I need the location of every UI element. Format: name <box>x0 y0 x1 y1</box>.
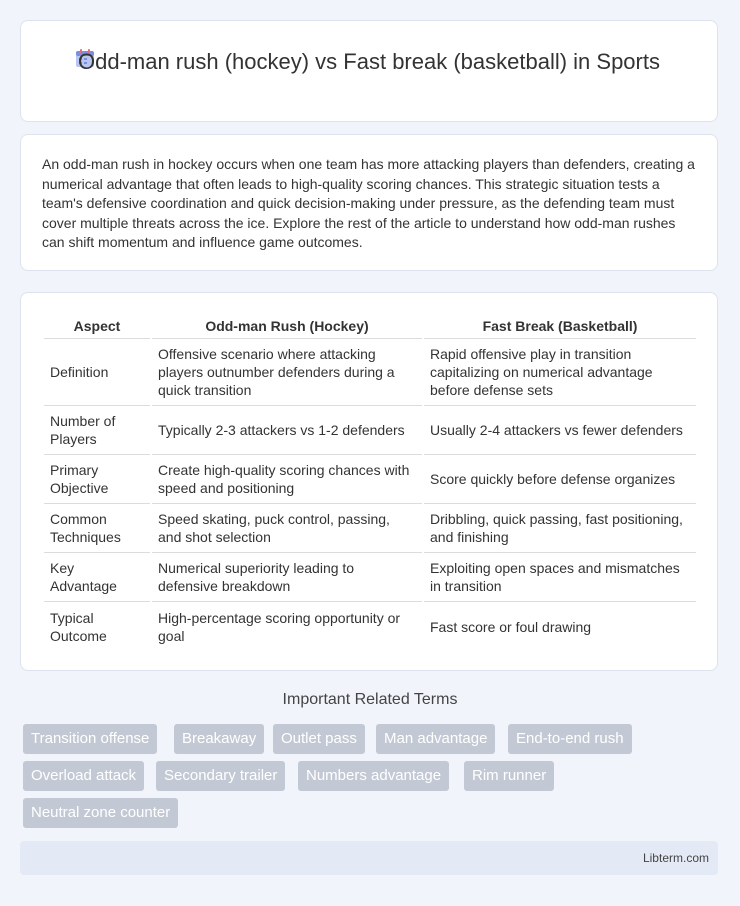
tag-rim-runner[interactable]: Rim runner <box>464 761 554 791</box>
cell-hockey: Speed skating, puck control, passing, and shot selection <box>152 504 422 553</box>
tag-end-to-end-rush[interactable]: End-to-end rush <box>508 724 632 754</box>
table-row <box>44 504 696 553</box>
cell-hockey: Create high-quality scoring chances with speed and positioning <box>152 455 422 504</box>
title-card <box>20 20 718 122</box>
table-row <box>44 602 696 651</box>
cell-aspect: Common Techniques <box>44 504 150 553</box>
header-hockey: Odd-man Rush (Hockey) <box>152 315 422 339</box>
cell-aspect: Typical Outcome <box>50 609 107 644</box>
tag-man-advantage[interactable]: Man advantage <box>376 724 495 754</box>
cell-aspect: Key Advantage <box>44 553 150 602</box>
footer-site-link[interactable]: Libterm.com <box>642 851 709 865</box>
cell-basketball: Dribbling, quick passing, fast positioning, and finishing <box>424 504 696 553</box>
cell-aspect: Definition <box>44 339 150 406</box>
cell-hockey: Offensive scenario where attacking players outnumber defenders during a quick transition <box>152 339 422 406</box>
tag-outlet-pass[interactable]: Outlet pass <box>273 724 365 754</box>
tag-overload-attack[interactable]: Overload attack <box>23 761 144 791</box>
cell-aspect: Number of Players <box>44 406 150 455</box>
cell-basketball: Exploiting open spaces and mismatches in transition <box>424 553 696 602</box>
cell-basketball: Score quickly before defense organizes <box>424 455 696 504</box>
cell-hockey: Typically 2-3 attackers vs 1-2 defenders <box>152 406 422 455</box>
table-header-row <box>44 315 696 339</box>
comparison-card <box>20 292 718 671</box>
related-terms-title: Important Related Terms <box>282 691 458 708</box>
cell-aspect: Primary Objective <box>44 455 150 504</box>
tag-transition-offense[interactable]: Transition offense <box>23 724 157 754</box>
page-title: Odd-man rush (hockey) vs Fast break (basketball) in Sports <box>77 49 660 74</box>
intro-text: An odd-man rush in hockey occurs when one team has more attacking players than defenders, creating a numerical advantage that often leads to high-quality scoring chances. This strategic situation tests a team's defensive coordination and quick decision-making under pressure, as the defending team must cover multiple threats across the ice. Explore the rest of the article to understand how odd-man rushes can shift momentum and influence game outcomes. <box>42 156 695 251</box>
cell-basketball: Usually 2-4 attackers vs fewer defenders <box>424 406 696 455</box>
tag-breakaway[interactable]: Breakaway <box>174 724 264 754</box>
cell-basketball: Rapid offensive play in transition capitalizing on numerical advantage before defense sets <box>424 339 696 406</box>
header-aspect: Aspect <box>44 315 150 339</box>
table-row <box>44 455 696 504</box>
tag-secondary-trailer[interactable]: Secondary trailer <box>156 761 285 791</box>
header-basketball: Fast Break (Basketball) <box>424 315 696 339</box>
footer <box>20 841 718 875</box>
table-row <box>44 553 696 602</box>
cell-basketball: Fast score or foul drawing <box>430 618 592 635</box>
table-row <box>44 339 696 406</box>
cell-hockey: Numerical superiority leading to defensive breakdown <box>152 553 422 602</box>
cell-hockey: High-percentage scoring opportunity or goal <box>158 609 401 644</box>
tag-numbers-advantage[interactable]: Numbers advantage <box>298 761 449 791</box>
tag-neutral-zone-counter[interactable]: Neutral zone counter <box>23 798 178 828</box>
comparison-table <box>42 315 698 651</box>
table-row <box>44 406 696 455</box>
intro-card <box>20 134 718 271</box>
